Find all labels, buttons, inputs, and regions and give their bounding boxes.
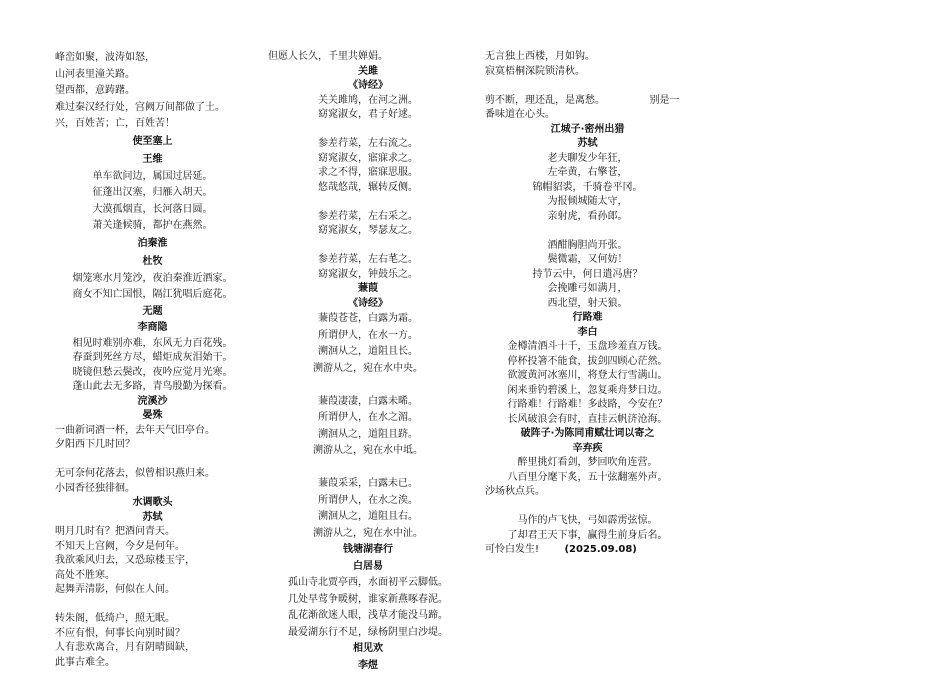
column-3 <box>485 50 690 558</box>
poem-line: 亲射虎，看孙郎。 <box>485 210 690 225</box>
blank-line <box>485 500 690 515</box>
poem-heading: 《诗经》 <box>268 297 468 312</box>
poem-line: 欲渡黄河冰塞川，将登太行雪满山。 <box>485 369 690 384</box>
poem-line: 持节云中，何日遣冯唐？ <box>485 268 690 283</box>
poem-line: 最爱湖东行不足，绿杨阴里白沙堤。 <box>268 625 468 642</box>
poem-heading: 破阵子·为陈同甫赋壮词以寄之 <box>485 427 690 442</box>
poem-line: 寂寞梧桐深院锁清秋。 <box>485 65 690 80</box>
poem-heading: 泊秦淮 <box>55 235 250 253</box>
poem-line: 所谓伊人，在水一方。 <box>268 328 468 345</box>
poem-line: 不应有恨，何事长向别时圆？ <box>55 627 250 642</box>
poem-line: 无可奈何花落去，似曾相识燕归来。 <box>55 467 250 482</box>
poem-line: 溯游从之，宛在水中沚。 <box>268 526 468 543</box>
poem-line: 相见时难别亦难，东风无力百花残。 <box>55 337 250 352</box>
poem-line: 窈窕淑女，钟鼓乐之。 <box>268 268 468 283</box>
poem-line: 我欲乘风归去，又恐琼楼玉宇， <box>55 554 250 569</box>
poem-line: 起舞弄清影，何似在人间。 <box>55 583 250 598</box>
poem-line: 悠哉悠哉，辗转反侧。 <box>268 181 468 196</box>
poem-line: 无言独上西楼，月如钩。 <box>485 50 690 65</box>
poem-heading: 苏轼 <box>55 511 250 526</box>
poem-heading: 苏轼 <box>485 137 690 152</box>
poem-line: 晓镜但愁云鬓改，夜吟应觉月光寒。 <box>55 366 250 381</box>
poem-line: 山河表里潼关路。 <box>55 67 250 84</box>
poem-line: 参差荇菜，左右流之。 <box>268 137 468 152</box>
blank-line <box>268 123 468 138</box>
poem-line: 望西都，意踌躇。 <box>55 83 250 100</box>
poem-line: 马作的卢飞快，弓如霹雳弦惊。 <box>485 514 690 529</box>
blank-line <box>55 453 250 468</box>
poem-line: 关关雎鸠，在河之洲。 <box>268 94 468 109</box>
poem-line: 行路难！行路难！多歧路，今安在？ <box>485 398 690 413</box>
poem-heading: 《诗经》 <box>268 79 468 94</box>
poem-line: 溯游从之，宛在水中坻。 <box>268 443 468 460</box>
poem-line: 蓬山此去无多路，青鸟殷勤为探看。 <box>55 380 250 395</box>
poem-line: 八百里分麾下炙，五十弦翻塞外声。 <box>485 471 690 486</box>
poem-heading: 李煜 <box>268 658 468 674</box>
poem-line: 窈窕淑女，琴瑟友之。 <box>268 224 468 239</box>
poem-heading: 使至塞上 <box>55 133 250 151</box>
poem-line: 溯洄从之，道阻且长。 <box>268 344 468 361</box>
poem-line-text: 可怜白发生! <box>485 544 564 555</box>
poem-line: 番味道在心头。 <box>485 108 690 123</box>
poem-line: 乱花渐欲迷人眼，浅草才能没马蹄。 <box>268 608 468 625</box>
poem-heading: 王维 <box>55 151 250 169</box>
blank-line <box>55 598 250 613</box>
poem-line: 了却君王天下事，赢得生前身后名。 <box>485 529 690 544</box>
poem-heading: 李商隐 <box>55 320 250 337</box>
poem-line: 长风破浪会有时，直挂云帆济沧海。 <box>485 413 690 428</box>
poem-heading: 浣溪沙 <box>55 395 250 410</box>
poem-line: 但愿人长久，千里共婵娟。 <box>268 50 468 65</box>
poem-line: 单车欲问边，属国过居延。 <box>55 169 250 186</box>
poem-line: 征蓬出汉塞，归雁入胡天。 <box>55 185 250 202</box>
poem-line: 锦帽貂裘，千骑卷平冈。 <box>485 181 690 196</box>
poem-heading: 钱塘湖春行 <box>268 542 468 559</box>
poem-line: 大漠孤烟直，长河落日圆。 <box>55 202 250 219</box>
poem-line: 人有悲欢离合，月有阴晴圆缺， <box>55 641 250 656</box>
poem-line: 闲来垂钓碧溪上，忽复乘舟梦日边。 <box>485 384 690 399</box>
poem-line: 停杯投箸不能食，拔剑四顾心茫然。 <box>485 355 690 370</box>
poem-line: 商女不知亡国恨，隔江犹唱后庭花。 <box>55 287 250 304</box>
poem-line: 左牵黄，右擎苍， <box>485 166 690 181</box>
poem-heading: 晏殊 <box>55 409 250 424</box>
poem-line: 夕阳西下几时回？ <box>55 438 250 453</box>
poem-heading: 江城子·密州出猎 <box>485 123 690 138</box>
poem-heading: 李白 <box>485 326 690 341</box>
poem-line: 老夫聊发少年狂， <box>485 152 690 167</box>
poem-heading: 蒹葭 <box>268 282 468 297</box>
poem-line <box>485 543 690 558</box>
poem-heading: 相见欢 <box>268 641 468 658</box>
poem-line: 高处不胜寒。 <box>55 569 250 584</box>
blank-line <box>485 79 690 94</box>
poem-heading: 辛弃疾 <box>485 442 690 457</box>
poem-line: 酒酣胸胆尚开张。 <box>485 239 690 254</box>
poem-line: 参差荇菜，左右芼之。 <box>268 253 468 268</box>
date-stamp: (2025.09.08) <box>564 544 636 555</box>
blank-line <box>268 239 468 254</box>
poem-line: 所谓伊人，在水之湄。 <box>268 410 468 427</box>
poem-line: 蒹葭采采，白露未已。 <box>268 476 468 493</box>
poem-line: 窈窕淑女，君子好逑。 <box>268 108 468 123</box>
poem-line: 转朱阁，低绮户，照无眠。 <box>55 612 250 627</box>
poem-line: 明月几时有？把酒问青天。 <box>55 525 250 540</box>
blank-line <box>268 460 468 477</box>
blank-line <box>268 377 468 394</box>
poem-line: 蒹葭凄凄，白露未晞。 <box>268 394 468 411</box>
poem-line: 溯游从之，宛在水中央。 <box>268 361 468 378</box>
poem-line: 溯洄从之，道阻且右。 <box>268 509 468 526</box>
poem-line: 春蚕到死丝方尽，蜡炬成灰泪始干。 <box>55 351 250 366</box>
poem-heading: 白居易 <box>268 559 468 576</box>
poem-heading: 行路难 <box>485 311 690 326</box>
poem-line: 烟笼寒水月笼沙，夜泊秦淮近酒家。 <box>55 271 250 288</box>
poem-line: 兴，百姓苦；亡，百姓苦！ <box>55 116 250 133</box>
poem-line: 萧关逢候骑，都护在燕然。 <box>55 218 250 235</box>
column-1 <box>55 50 250 670</box>
poem-line: 醉里挑灯看剑，梦回吹角连营。 <box>485 456 690 471</box>
column-2 <box>268 50 468 674</box>
poem-line: 金樽清酒斗十千，玉盘珍羞直万钱。 <box>485 340 690 355</box>
poem-line: 为报倾城随太守， <box>485 195 690 210</box>
poem-line: 沙场秋点兵。 <box>485 485 690 500</box>
poem-line: 几处早莺争暖树，谁家新燕啄春泥。 <box>268 592 468 609</box>
poem-heading: 水调歌头 <box>55 496 250 511</box>
poem-line: 难过秦汉经行处，宫阙万间都做了土。 <box>55 100 250 117</box>
poem-line: 求之不得，寤寐思服。 <box>268 166 468 181</box>
blank-line <box>485 224 690 239</box>
poem-line: 参差荇菜，左右采之。 <box>268 210 468 225</box>
poem-line: 孤山寺北贾亭西，水面初平云脚低。 <box>268 575 468 592</box>
poem-line: 溯洄从之，道阻且跻。 <box>268 427 468 444</box>
poem-line: 西北望，射天狼。 <box>485 297 690 312</box>
poem-line: 此事古难全。 <box>55 656 250 671</box>
poem-heading: 杜牧 <box>55 253 250 271</box>
poem-line: 所谓伊人，在水之涘。 <box>268 493 468 510</box>
poem-line: 剪不断，理还乱，是离愁。 别是一 <box>485 94 690 109</box>
poem-line: 一曲新词酒一杯，去年天气旧亭台。 <box>55 424 250 439</box>
poem-line: 峰峦如聚，波涛如怒， <box>55 50 250 67</box>
poem-line: 窈窕淑女，寤寐求之。 <box>268 152 468 167</box>
blank-line <box>268 195 468 210</box>
poem-heading: 关雎 <box>268 65 468 80</box>
poem-line: 鬓微霜，又何妨！ <box>485 253 690 268</box>
poem-line: 不知天上宫阙，今夕是何年。 <box>55 540 250 555</box>
poem-line: 小园香径独徘徊。 <box>55 482 250 497</box>
poem-line: 会挽雕弓如满月， <box>485 282 690 297</box>
poem-line: 蒹葭苍苍，白露为霜。 <box>268 311 468 328</box>
poem-heading: 无题 <box>55 304 250 321</box>
